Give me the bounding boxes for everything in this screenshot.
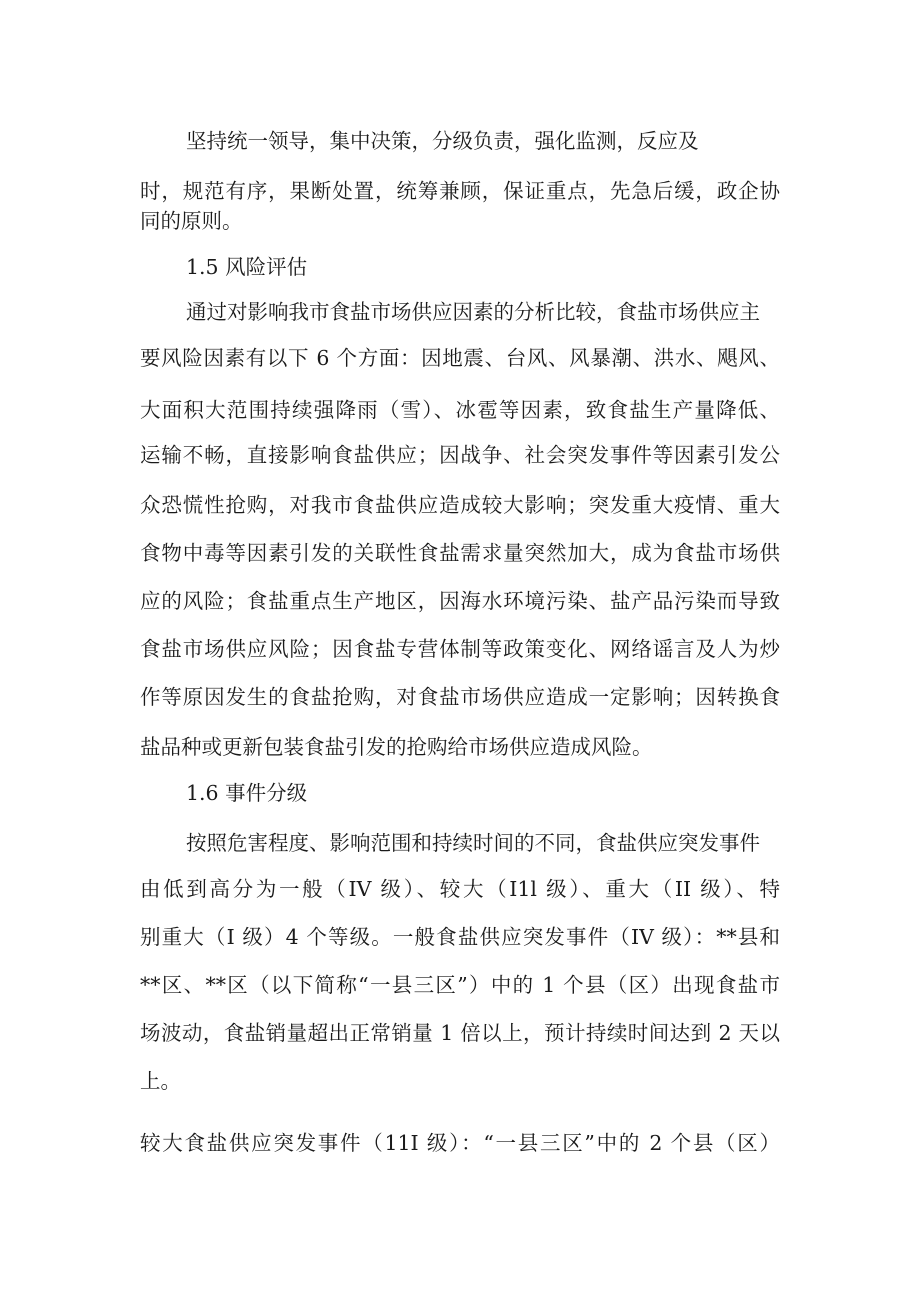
section-heading-1-6: 1.6 事件分级 [186, 781, 308, 805]
paragraph-line: 按照危害程度、影响范围和持续时间的不同，食盐供应突发事件 [186, 831, 760, 855]
paragraph-line: 通过对影响我市食盐市场供应因素的分析比较，食盐市场供应主 [186, 300, 760, 324]
paragraph-line: 作等原因发生的食盐抢购，对食盐市场供应造成一定影响；因转换食 [140, 685, 780, 709]
paragraph-line: 场波动，食盐销量超出正常销量 1 倍以上，预计持续时间达到 2 天以 [140, 1021, 780, 1045]
paragraph-line: 食物中毒等因素引发的关联性食盐需求量突然加大，成为食盐市场供 [140, 541, 780, 565]
paragraph-line: 运输不畅，直接影响食盐供应；因战争、社会突发事件等因素引发公 [140, 443, 780, 467]
paragraph-line: 时，规范有序，果断处置，统筹兼顾，保证重点，先急后缓，政企协 [140, 179, 780, 203]
paragraph-line: 由低到高分为一般（IV 级）、较大（I1l 级）、重大（II 级）、特 [140, 877, 780, 901]
paragraph-line: 要风险因素有以下 6 个方面：因地震、台风、风暴潮、洪水、飓风、 [140, 346, 780, 370]
paragraph-line: 盐品种或更新包装食盐引发的抢购给市场供应造成风险。 [140, 735, 653, 759]
paragraph-line: 大面积大范围持续强降雨（雪）、冰雹等因素，致食盐生产量降低、 [140, 398, 780, 422]
paragraph-line: 较大食盐供应突发事件（11I 级）：“一县三区”中的 2 个县（区） [140, 1131, 780, 1155]
paragraph-line: 坚持统一领导，集中决策，分级负责，强化监测，反应及 [186, 129, 699, 153]
paragraph-line: 别重大（I 级）4 个等级。一般食盐供应突发事件（IV 级）：**县和 [140, 925, 780, 949]
paragraph-line: 众恐慌性抢购，对我市食盐供应造成较大影响；突发重大疫情、重大 [140, 493, 780, 517]
paragraph-line: 应的风险；食盐重点生产地区，因海水环境污染、盐产品污染而导致 [140, 589, 780, 613]
section-heading-1-5: 1.5 风险评估 [186, 255, 308, 279]
paragraph-line: **区、**区（以下简称“一县三区”）中的 1 个县（区）出现食盐市 [140, 973, 780, 997]
paragraph-line: 上。 [140, 1069, 181, 1093]
paragraph-line: 同的原则。 [140, 209, 243, 233]
paragraph-line: 食盐市场供应风险；因食盐专营体制等政策变化、网络谣言及人为炒 [140, 637, 780, 661]
